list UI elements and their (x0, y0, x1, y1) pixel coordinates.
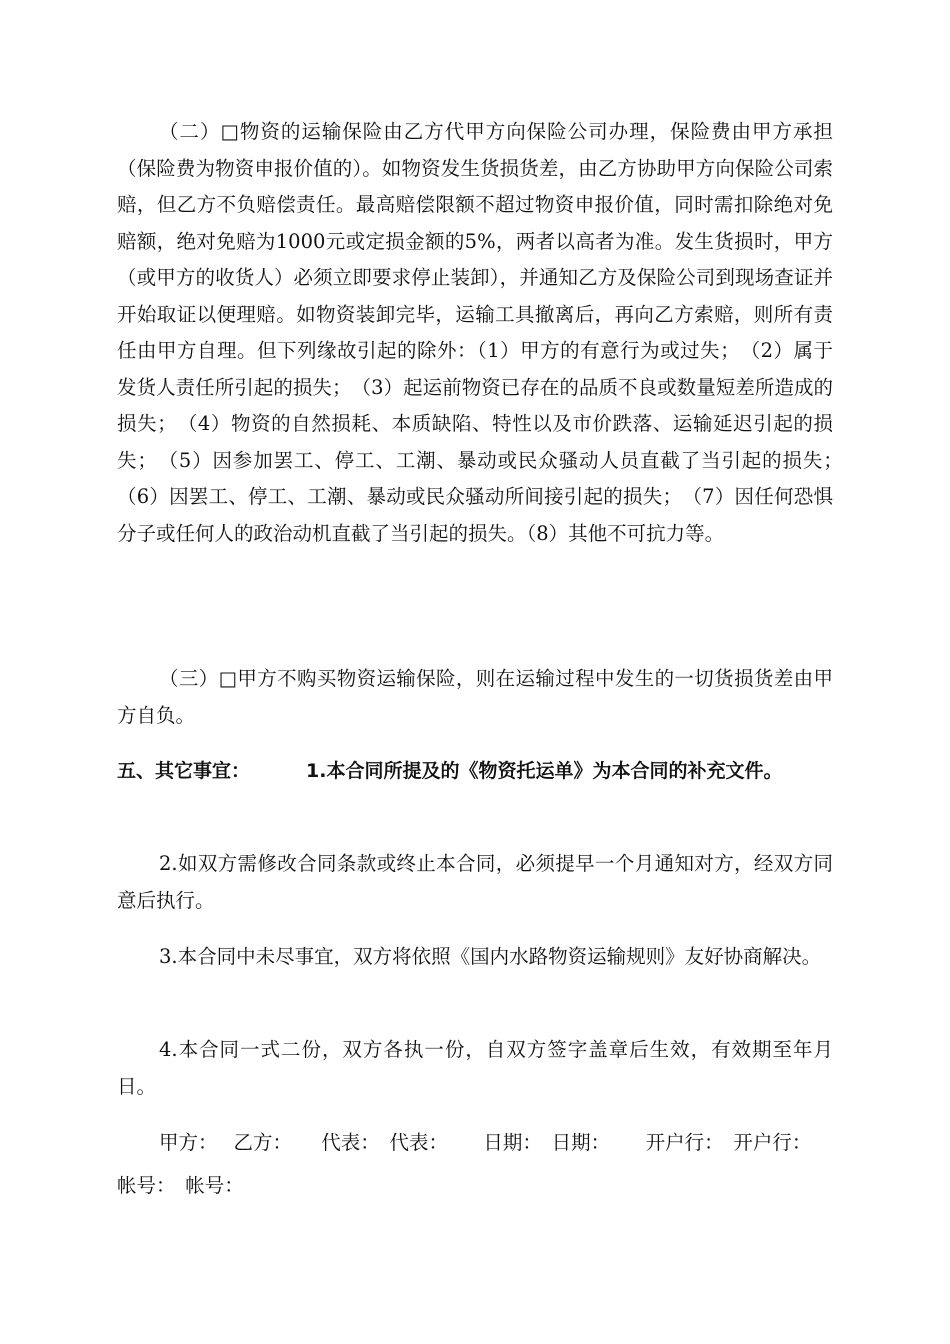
section-5-item-3: 3.本合同中未尽事宜，双方将依照《国内水路物资运输规则》友好协商解决。 (159, 945, 822, 968)
section-5-paragraph (117, 753, 833, 790)
section-5-item-1: 1.本合同所提及的《物资托运单》为本合同的补充文件。 (306, 760, 783, 782)
clause-no-insurance: （三）□甲方不购买物资运输保险，则在运输过程中发生的一切货损货差由甲方自负。 (117, 667, 833, 727)
section-5-heading: 五、其它事宜： (117, 760, 251, 782)
signature-block: 甲方： 乙方： 代表： 代表： 日期： 日期： 开户行： 开户行： 帐号： 帐号： (117, 1131, 841, 1197)
section-5-item-4: 4.本合同一式二份，双方各执一份，自双方签字盖章后生效，有效期至年月日。 (117, 1038, 833, 1098)
section-5-item-2: 2.如双方需修改合同条款或终止本合同，必须提早一个月通知对方，经双方同意后执行。 (117, 852, 833, 912)
clause-insurance-by-party-b: （二）□物资的运输保险由乙方代甲方向保险公司办理，保险费由甲方承担（保险费为物资申报价值的）。如物资发生货损货差，由乙方协助甲方向保险公司索赔，但乙方不负赔偿责任。最高赔偿限额不超过物资申报价值，同时需扣除绝对免赔额，绝对免赔为1000元或定损金额的5%，两者以高者为准。发生货损时，甲方（或甲方的收货人）必须立即要求停止装卸），并通知乙方及保险公司到现场查证并开始取证以便理赔。如物资装卸完毕，运输工具撤离后，再向乙方索赔，则所有责任由甲方自理。但下列缘故引起的除外：（1）甲方的有意行为或过失； （2）属于发货人责任所引起的损失； （3）起运前物资已存在的品质不良或数量短差所造成的损失； （4）物资的自然损耗、本质缺陷、特性以及市价跌落、运输延迟引起的损失； （5）因参加罢工、停工、工潮、暴动或民众骚动人员直截了当引起的损失； （6）因罢工、停工、工潮、暴动或民众骚动所间接引起的损失； （7）因任何恐惧分子或任何人的政治动机直截了当引起的损失。（8）其他不可抗力等。 (117, 120, 853, 545)
